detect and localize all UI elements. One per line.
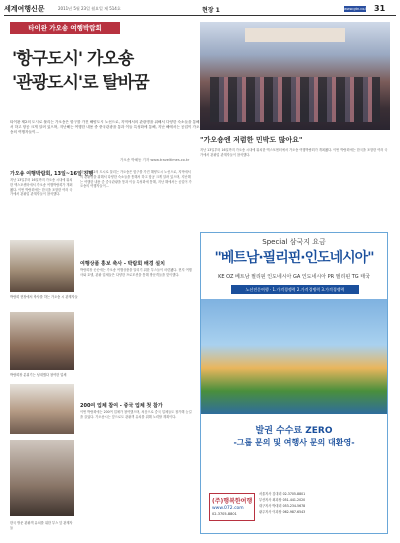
quote-caption: "가오숑엔 저렴한 민박도 많아요" (200, 136, 303, 144)
ad-top-line: Special 삼국지 요금 (262, 238, 326, 246)
series-label: 타이완 가오숑 여행박람회 (10, 22, 120, 34)
company-website[interactable]: www.072.com (212, 506, 244, 511)
issue-date: 2011년 5월 23일 월요일 제 514호 (58, 6, 121, 11)
page-number: 31 (374, 4, 386, 13)
photo-2 (10, 312, 74, 370)
section-body-3: 이번 박람회에는 200여 업체가 참여했으며, 처음으로 중국 업체들도 참가해 눈길을 끌었다. 가오숑시는 앞으로도 관광객 유치를 위해 노력할 계획이다. (80, 410, 192, 419)
travel-advertisement[interactable] (200, 232, 388, 534)
section-body-1: 지난 13일부터 16일까지 가오숑 시내에 위치한 엑스포센터에서 가오숑 여행박람회가 개최됐다. 이번 박람회에는 한국을 포함한 여러 국가에서 관광업 관계자들이 참석했다. (10, 178, 73, 197)
site-badge: www.gtn.co.kr (344, 7, 369, 11)
section-heading-3: 200여 업체 참여 - 중국 업체 첫 참가 (80, 403, 163, 409)
photo-caption-3: 한국 방문 관광객 유치를 위한 부스 앞 관계자들 (10, 521, 73, 530)
lead-paragraph: 타이완 제2의 도시로 불리는 가오숑은 항구를 가진 해양도시 노선으로, 지역에서의 관광명을 위해서 다양한 숙소들을 통해서 하고 항공 크게 알려 있으며, 지난해는 여행한 내용 중 중국관광을 통과 이들 특성화에 통해, 지난 해에서는 공업이 가오숑의 여행자들이... (10, 120, 200, 135)
photo-banner (245, 28, 345, 42)
right-column-text: 지난 13일부터 16일까지 가오숑 시내에 위치한 엑스포센터에서 가오숑 여행박람회가 개최됐다. 이번 박람회에는 한국을 포함한 여러 국가에서 관광업 관계자들이 참석했다. (200, 148, 388, 157)
byline: 가오숑 박혜동 기자 www.traveltimes.co.kr (120, 158, 190, 162)
photo-people (210, 77, 380, 122)
photo-1 (10, 240, 74, 292)
ad-title: "베트남·필리핀·인도네시아" (214, 250, 374, 266)
photo-caption-1: 박람회 현장에서 축사를 하는 가오숑 시 관계자들 (10, 295, 78, 299)
contact-line: 부산지사 최과장 051-441-2020 (259, 498, 306, 502)
section-body-2: 박람회장 곳곳에는 가오숑 여행상품을 알리기 위한 부스들이 마련됐다. 현지 여행사와 호텔, 관광 업체들은 다양한 프로모션을 통해 방문객들을 맞이했다. (80, 268, 192, 277)
ad-scenery-image (201, 299, 387, 414)
photo-3 (10, 384, 74, 434)
contact-line: 서울지사 김대리 02-3705-8801 (259, 492, 306, 496)
headline-line2: '관광도시'로 탈바꿈 (12, 73, 149, 93)
ad-tagline: 노선전문여행 · 1.가격경쟁력 2.가격경쟁력 3.가격경쟁력 (231, 285, 359, 294)
paper-name: 세계여행신문 (4, 5, 45, 13)
section-heading-1: 가오숑 여행박람회, 13일~16일 진행 (10, 171, 94, 177)
photo-caption-2: 박람회장 분위기는 성대했다 참여한 업체 (10, 373, 67, 377)
headline-line1: '항구도시' 가오숑 (12, 49, 134, 69)
contact-line: 광주지사 이과장 062-987-6543 (259, 510, 306, 514)
masthead-rule (4, 15, 396, 16)
section-name: 현장 1 (202, 7, 220, 14)
ad-company-block (209, 493, 255, 521)
ad-airlines: KE OZ 베트남 필리핀 인도네시아 GA 인도네시아 PR 필리핀 TG 태국 (218, 274, 370, 280)
contact-line: 대구지사 박대리 053-234-5678 (259, 504, 306, 508)
column-text-filler: 타이완 제2의 도시로 불리는 가오숑은 항구를 가진 해양도시 노선으로, 지역에서의 관광명을 위해서 다양한 숙소들을 통해서 하고 항공 크게 알려 있으며, 지난해는 여행한 내용 중 중국관광을 통과 이들 특성화에 통해, 지난 해에서는 공업이 가오숑의 여행자들이... (80, 170, 192, 189)
section-heading-2: 여행상품 홍보 축사 - 박람회 배경 설치 (80, 261, 165, 267)
ad-zero-fee: 발권 수수료 ZERO (255, 426, 333, 436)
company-phone: 02-3705-8801 (212, 512, 237, 516)
ad-contacts (259, 491, 379, 515)
photo-4 (10, 440, 74, 516)
company-logo: (주)행복한여행 (212, 498, 253, 505)
ad-slogan: -그룹 문의 및 여행사 문의 대환영- (233, 438, 355, 447)
main-photo (200, 22, 390, 130)
